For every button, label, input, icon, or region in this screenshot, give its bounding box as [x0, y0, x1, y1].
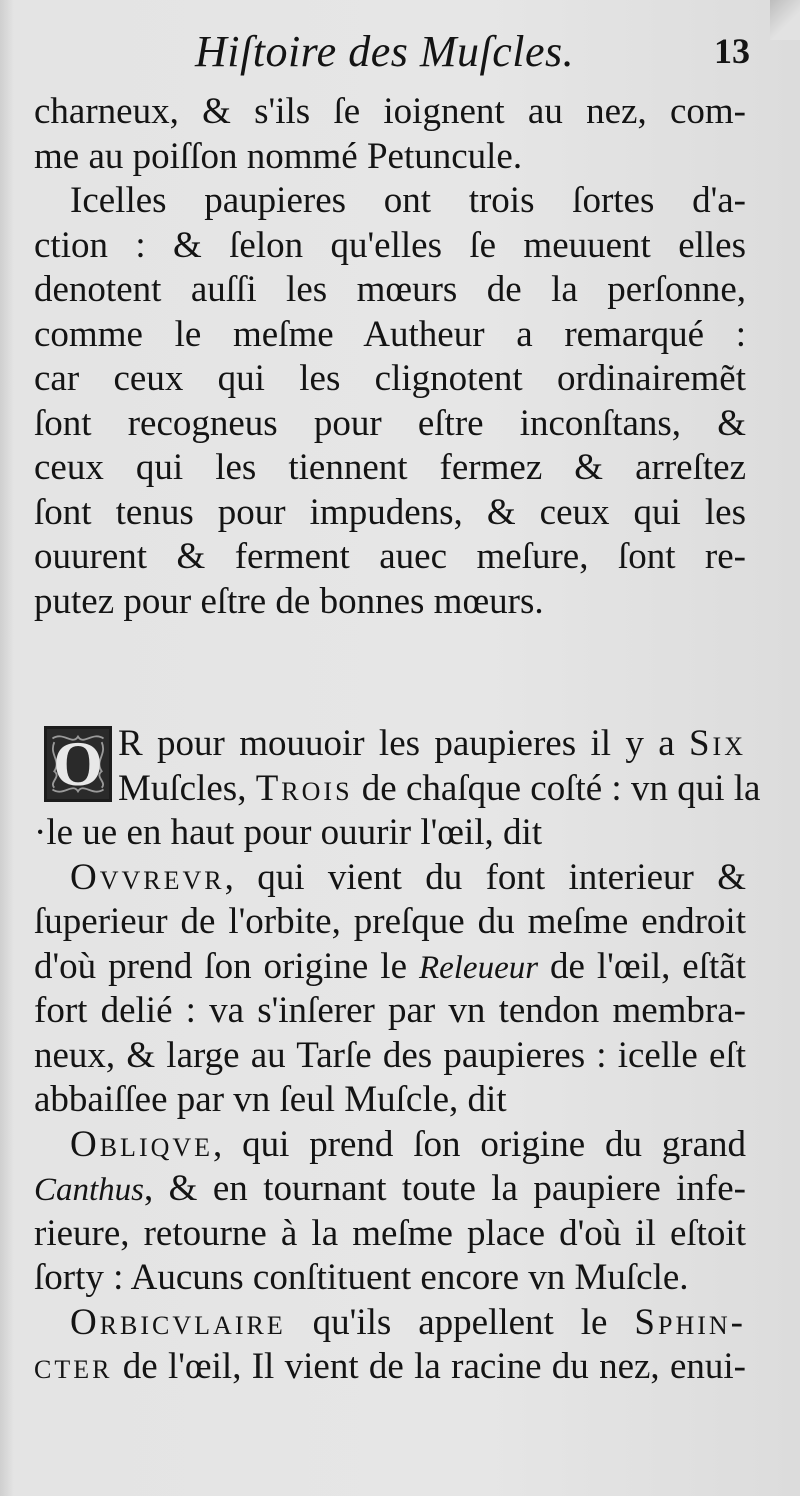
dropcap-letter: O	[53, 728, 103, 799]
text-span: de l'œil, eſtãt	[538, 945, 746, 987]
text-span: de chaſque coſté : vn qui la	[352, 767, 761, 809]
page-number: 13	[714, 31, 750, 71]
text-span: , & en tournant toute la paupiere infe-	[144, 1168, 746, 1209]
text-span: d'où prend ſon origine le	[34, 945, 419, 987]
text-line	[34, 767, 761, 812]
text-span: de l'œil, Il vient de la racine du nez, enui-	[112, 1346, 746, 1387]
small-caps-word: Trois	[255, 767, 353, 809]
muscle-entry-oblique	[34, 1123, 746, 1168]
text-line: neux, & large au Tarſe des paupieres : icelle eſt	[34, 1034, 746, 1076]
muscle-name: Obliqve	[70, 1123, 214, 1165]
muscle-entry-ouvreur	[34, 856, 746, 901]
text-line: ſorty : Aucuns conſtituent encore vn Muſcle.	[34, 1257, 689, 1298]
running-title: Hiſtoire des Muſcles.	[195, 27, 575, 76]
text-span: qu'ils appellent le	[285, 1301, 635, 1343]
small-caps-word: cter	[34, 1346, 113, 1387]
page-corner-shadow	[770, 0, 800, 40]
text-line: abbaiſſee par vn ſeul Muſcle, dit	[34, 1079, 507, 1120]
text-span: , qui prend ſon origine du grand	[213, 1123, 746, 1165]
text-line	[34, 945, 746, 990]
section-gap	[34, 624, 746, 722]
text-line: me au poiſſon nommé Petuncule.	[34, 135, 523, 177]
text-line: ſuperieur de l'orbite, preſque du meſme endroit	[34, 901, 746, 942]
text-line: ceux qui les tiennent fermez & arreſtez	[34, 447, 746, 488]
text-line: putez pour eſtre de bonnes mœurs.	[34, 580, 544, 622]
small-caps-word: Six	[688, 723, 746, 764]
text-line: ·le ue en haut pour ouurir l'œil, dit	[34, 812, 543, 853]
text-line: ſont recogneus pour eſtre inconſtans, &	[34, 402, 746, 444]
muscle-name: Orbicvlaire	[70, 1301, 286, 1343]
body-text	[34, 90, 761, 1390]
italic-term: Releueur	[418, 949, 539, 986]
muscle-entry-orbiculaire	[34, 1301, 746, 1346]
text-span: R pour mouuoir les paupieres il y a	[118, 723, 689, 764]
italic-term: Canthus	[34, 1172, 145, 1208]
text-line: fort delié : va s'inſerer par vn tendon membra-	[34, 990, 746, 1031]
text-line: rieure, retourne à la meſme place d'où il eſtoit	[34, 1212, 746, 1254]
text-line: comme le meſme Autheur a remarqué :	[34, 313, 746, 355]
text-line	[34, 1167, 746, 1212]
text-line: ouurent & ferment auec meſure, ſont re-	[34, 536, 746, 577]
text-line: denotent auſſi les mœurs de la perſonne,	[34, 269, 746, 310]
text-line: ſont tenus pour impudens, & ceux qui les	[34, 491, 746, 533]
text-line	[34, 1345, 746, 1390]
text-span: , qui vient du font interieur &	[224, 856, 746, 898]
small-caps-word: Sphin-	[634, 1301, 746, 1343]
text-span: Muſcles,	[118, 767, 256, 809]
text-line: car ceux qui les clignotent ordinairemẽt	[34, 358, 746, 399]
page-header	[195, 26, 760, 86]
muscle-name: Ovvrevr	[70, 856, 225, 898]
paragraph-first-line: Icelles paupieres ont trois ſortes d'a-	[70, 180, 746, 221]
text-line: ction : & ſelon qu'elles ſe meuuent elles	[34, 224, 746, 266]
text-line: charneux, & s'ils ſe ioignent au nez, com-	[34, 91, 746, 132]
